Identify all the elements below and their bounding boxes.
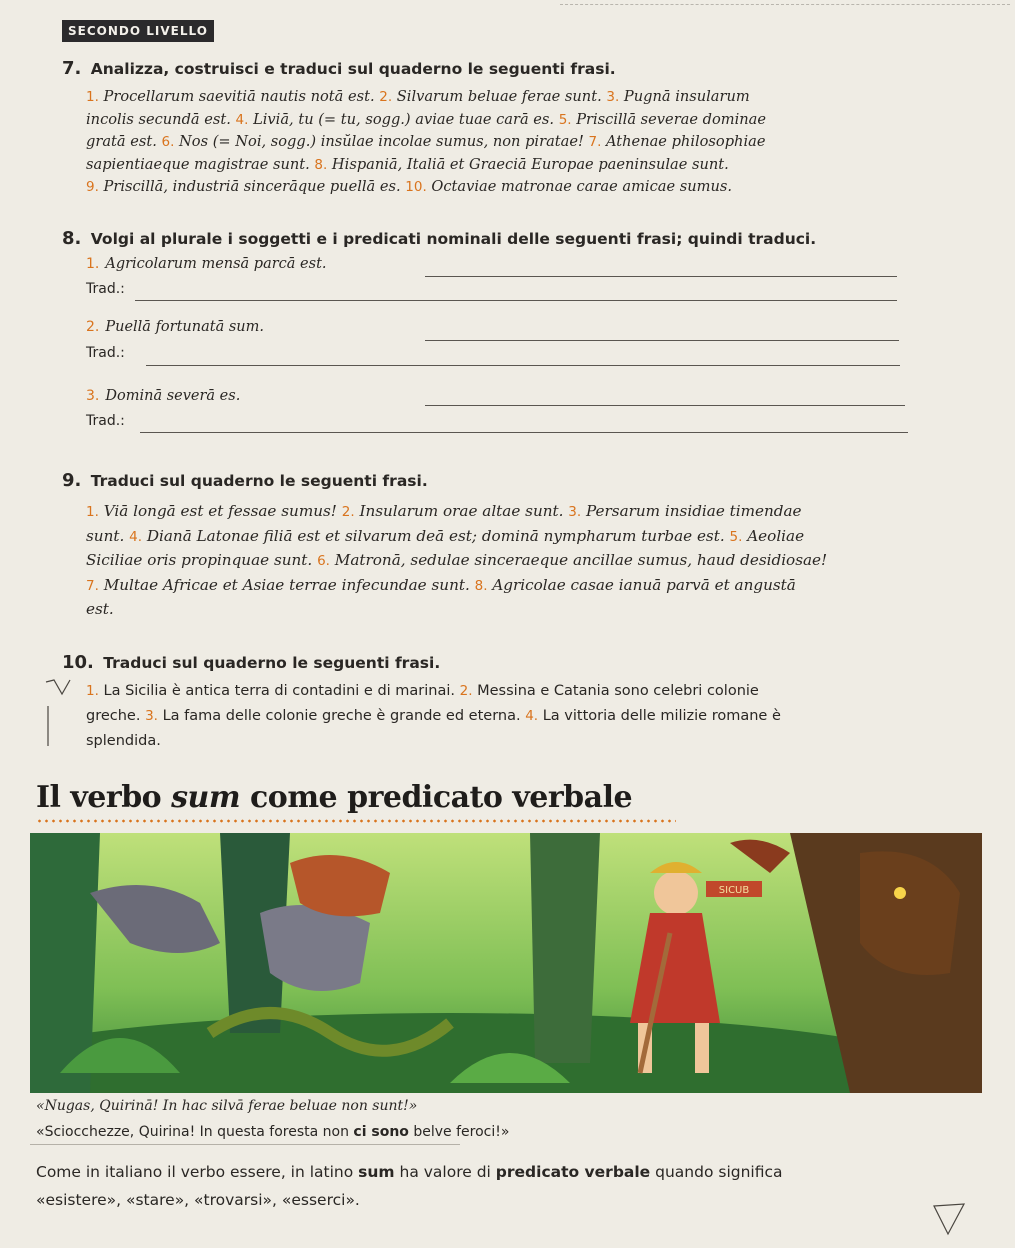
sentence-number: 1. — [86, 504, 99, 520]
sentence-number: 3. — [606, 89, 620, 105]
latin-caption: «Nugas, Quirinā! In hac silvā ferae beluae non sunt!» — [36, 1098, 418, 1114]
sentence-text: gratā est. — [86, 133, 162, 150]
latin-sentence: Agricolarum mensā parcā est. — [105, 256, 327, 272]
exercise-7-title — [62, 58, 616, 79]
latin-sentence: Dominā severā es. — [105, 388, 241, 404]
margin-pencil-mark-icon — [40, 676, 80, 756]
sentence-text: Procellarum saevitiā nautis notā est. — [98, 88, 380, 105]
sentence-text: La Sicilia è antica terra di contadini e di marinai. — [98, 683, 460, 699]
text-part: ha valore di — [394, 1163, 496, 1181]
sentence-text: Priscillā, industriā sincerāque puellā es. — [98, 178, 406, 195]
title-sum: sum — [171, 780, 241, 815]
sentence-text: Aeoliae — [742, 526, 805, 545]
sentence-text: Octaviae matronae carae amicae sumus. — [426, 178, 732, 195]
sentence-number: 3. — [568, 504, 582, 520]
exercise-instruction: Traduci sul quaderno le seguenti frasi. — [90, 472, 428, 490]
sentence-line — [86, 86, 986, 109]
trad-label: Trad.: — [86, 281, 125, 297]
level-badge: SECONDO LIVELLO — [62, 20, 214, 42]
sentence-number: 8. — [474, 577, 488, 594]
title-part: Il verbo — [36, 780, 172, 815]
exercise-instruction: Volgi al plurale i soggetti e i predicati nominali delle seguenti frasi; quindi traduci. — [90, 230, 817, 248]
translation-row — [86, 413, 125, 429]
sentence-text: Priscillā severae dominae — [571, 110, 767, 128]
sentence-text: Insularum orae altae sunt. — [354, 502, 569, 520]
sentence-text: Viā longā est et fessae sumus! — [98, 502, 342, 520]
sentence-number: 2. — [459, 683, 473, 699]
sentence-text: Persarum insidiae timendae — [581, 502, 802, 520]
exercise-9-title — [62, 470, 428, 491]
exercise-number: 9. — [62, 470, 82, 491]
emphasis: sum — [358, 1163, 395, 1181]
sentence-text: Siciliae oris propinquae sunt. — [86, 551, 318, 569]
trad-label: Trad.: — [86, 413, 125, 429]
sentence-number: 2. — [379, 89, 393, 105]
sentence-line — [86, 704, 986, 729]
text-part: quando significa — [650, 1163, 783, 1181]
answer-line[interactable] — [425, 276, 897, 277]
caption-emphasis: ci sono — [353, 1124, 409, 1140]
exercise-number: 10. — [62, 652, 94, 673]
sentence-text: La vittoria delle milizie romane è — [538, 708, 781, 724]
sentence-number: 4. — [129, 528, 143, 545]
exercise-7-sentences — [86, 86, 986, 199]
sentence-line — [86, 154, 986, 177]
exercise-9-sentences — [86, 500, 996, 622]
sentence-text: Liviā, tu (= tu, sogg.) aviae tuae carā es. — [248, 110, 559, 128]
exercise-instruction: Traduci sul quaderno le seguenti frasi. — [103, 654, 441, 672]
answer-line[interactable] — [135, 300, 897, 301]
caption-rule — [30, 1144, 460, 1145]
sentence-text: Nos (= Noi, sogg.) insŭlae incolae sumus, non piratae! — [174, 133, 589, 150]
sentence-text: splendida. — [86, 733, 161, 749]
exercise-number: 7. — [62, 58, 82, 79]
forest-illustration — [30, 833, 982, 1093]
sentence-number: 7. — [86, 577, 99, 594]
sentence-text: Athenae philosophiae — [601, 133, 766, 150]
explanation-paragraph — [36, 1158, 976, 1214]
sentence-text: Matronā, sedulae sinceraeque ancillae sumus, haud desidiosae! — [329, 551, 828, 569]
sentence-line — [86, 598, 996, 622]
sentence-number: 1. — [86, 683, 99, 699]
answer-line[interactable] — [140, 432, 908, 433]
emphasis: predicato verbale — [495, 1163, 651, 1181]
sentence-line — [86, 500, 996, 525]
sentence-text: Dianā Latonae filiā est et silvarum deā est; dominā nympharum turbae est. — [142, 526, 730, 545]
girl-leg — [695, 1023, 709, 1073]
top-dashed-rule — [560, 4, 1010, 5]
translation-row — [86, 345, 125, 361]
sentence-text: sapientiaeque magistrae sunt. — [86, 155, 315, 173]
exercise-8-item — [86, 388, 240, 404]
sentence-number: 7. — [588, 134, 602, 150]
sentence-number: 10. — [405, 179, 427, 195]
sentence-line — [86, 549, 996, 574]
exercise-instruction: Analizza, costruisci e traduci sul quaderno le seguenti frasi. — [90, 60, 616, 78]
sentence-line — [86, 176, 986, 199]
bear-eye — [894, 887, 906, 899]
sentence-text: greche. — [86, 708, 146, 724]
exercise-8-item — [86, 256, 327, 272]
sentence-number: 4. — [525, 708, 539, 724]
exercise-8-title — [62, 228, 816, 249]
title-dotted-underline — [36, 819, 676, 823]
sentence-number: 5. — [558, 111, 572, 128]
answer-line[interactable] — [425, 340, 899, 341]
sentence-text: Hispaniā, Italiā et Graeciā Europae paeninsulae sunt. — [327, 155, 729, 173]
sentence-text: Multae Africae et Asiae terrae infecundae sunt. — [98, 575, 475, 594]
girl-head — [654, 871, 698, 915]
sentence-number: 9. — [86, 179, 99, 195]
answer-line[interactable] — [425, 405, 905, 406]
caption-part: «Sciocchezze, Quirina! In questa foresta non — [36, 1124, 354, 1140]
pencil-mark-icon — [930, 1200, 970, 1240]
sign-text: SICUB — [718, 885, 750, 896]
sentence-text: est. — [86, 600, 114, 618]
translation-row — [86, 281, 125, 297]
text-part: «esistere», «stare», «trovarsi», «esserci». — [36, 1191, 360, 1209]
sentence-line — [86, 574, 996, 599]
exercise-10-title — [62, 652, 440, 673]
answer-line[interactable] — [146, 365, 900, 366]
item-number: 1. — [86, 256, 100, 272]
sentence-number: 2. — [341, 504, 355, 520]
sentence-number: 8. — [314, 156, 328, 173]
sentence-line — [86, 525, 996, 550]
item-number: 3. — [86, 388, 100, 404]
caption-part: belve feroci!» — [408, 1124, 510, 1140]
sentence-text: La fama delle colonie greche è grande ed eterna. — [157, 708, 526, 724]
exercise-10-sentences — [86, 679, 986, 754]
title-part: come predicato verbale — [240, 780, 633, 815]
sentence-text: Pugnā insularum — [619, 88, 750, 105]
sentence-number: 6. — [317, 553, 330, 569]
italian-caption — [36, 1124, 509, 1140]
sentence-text: Agricolae casae ianuā parvā et angustā — [487, 575, 796, 594]
tree-trunk — [530, 833, 600, 1063]
sentence-line — [86, 131, 986, 154]
sentence-text: Silvarum beluae ferae sunt. — [392, 88, 607, 105]
sentence-text: incolis secundā est. — [86, 110, 236, 128]
sentence-line — [86, 679, 986, 704]
text-part: Come in italiano il verbo essere, in latino — [36, 1163, 359, 1181]
sentence-number: 5. — [729, 528, 743, 545]
sentence-text: Messina e Catania sono celebri colonie — [472, 683, 759, 699]
exercise-8-item — [86, 319, 264, 335]
sentence-number: 4. — [235, 111, 249, 128]
item-number: 2. — [86, 319, 100, 335]
sentence-line — [86, 109, 986, 132]
latin-sentence: Puellā fortunatā sum. — [105, 319, 264, 335]
sentence-text: sunt. — [86, 526, 130, 545]
sentence-line — [86, 729, 986, 754]
sentence-number: 1. — [86, 89, 99, 105]
trad-label: Trad.: — [86, 345, 125, 361]
exercise-number: 8. — [62, 228, 82, 249]
section-title — [36, 780, 632, 815]
sentence-number: 3. — [145, 708, 158, 724]
sentence-number: 6. — [161, 134, 175, 150]
